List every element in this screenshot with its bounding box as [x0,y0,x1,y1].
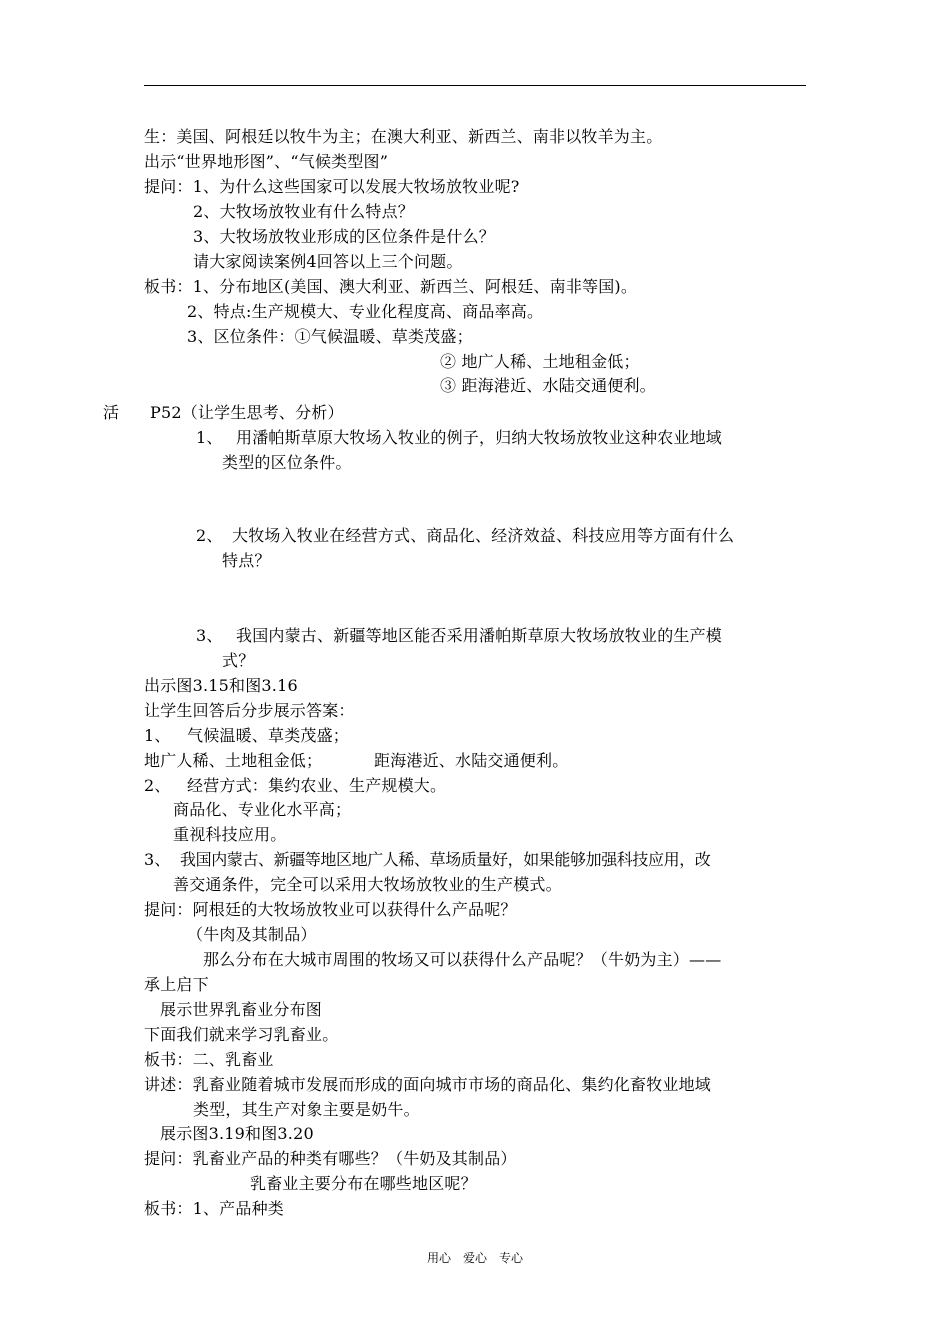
text-line: 请大家阅读案例4回答以上三个问题。 [193,252,463,271]
text-line: 2、大牧场放牧业有什么特点？ [193,202,414,221]
text-line: 提问：乳畜业产品的种类有哪些？（牛奶及其制品） [144,1149,517,1168]
text-line: 商品化、专业化水平高； [173,800,352,819]
text-line: 展示世界乳畜业分布图 [160,1000,323,1019]
text-line: 生：美国、阿根廷以牧牛为主；在澳大利亚、新西兰、南非以牧羊为主。 [144,127,663,146]
list-number: 3、 [196,626,223,645]
text-line: 善交通条件，完全可以采用大牧场放牧业的生产模式。 [173,875,562,894]
text-line: 提问：1、为什么这些国家可以发展大牧场放牧业呢? [144,177,520,196]
text-line: ③ 距海港近、水陆交通便利。 [440,376,656,395]
text-line: 地广人稀、土地租金低； [144,751,323,770]
text-line: 气候温暖、草类茂盛； [187,726,350,745]
text-line: 展示图3.19和图3.20 [160,1124,314,1143]
text-line: 3、区位条件：①气候温暖、草类茂盛； [187,327,473,346]
list-number: 3、 [144,850,171,869]
text-line: 类型的区位条件。 [222,453,352,472]
text-line: 2、特点:生产规模大、专业化程度高、商品率高。 [187,302,544,321]
text-line: 活 [103,403,120,422]
text-line: 距海港近、水陆交通便利。 [374,751,569,770]
text-line: 类型，其生产对象主要是奶牛。 [193,1100,420,1119]
text-line: 经营方式：集约农业、生产规模大。 [187,776,447,795]
list-number: 2、 [196,526,223,545]
text-line: P52（让学生思考、分析） [150,403,344,422]
list-number: 2、 [144,776,171,795]
text-line: 下面我们就来学习乳畜业。 [144,1025,339,1044]
page-footer: 用心 爱心 专心 [426,1251,523,1265]
text-line: 特点？ [222,551,271,570]
text-line: 出示“世界地形图”、“气候类型图” [144,152,389,171]
text-line: 3、大牧场放牧业形成的区位条件是什么？ [193,227,495,246]
text-line: （牛肉及其制品） [187,925,317,944]
list-number: 1、 [144,726,171,745]
text-line: 式？ [222,651,255,670]
list-number: 1、 [196,428,223,447]
text-line: 让学生回答后分步展示答案： [144,701,355,720]
text-line: 出示图3.15和图3.16 [144,676,298,695]
text-line: ② 地广人稀、土地租金低； [440,352,640,371]
text-line: 那么分布在大城市周围的牧场又可以获得什么产品呢？（牛奶为主）—— [203,950,722,969]
text-line: 用潘帕斯草原大牧场入牧业的例子，归纳大牧场放牧业这种农业地域 [236,428,723,447]
text-line: 我国内蒙古、新疆等地区能否采用潘帕斯草原大牧场放牧业的生产模 [236,626,723,645]
text-line: 提问：阿根廷的大牧场放牧业可以获得什么产品呢？ [144,900,517,919]
header-rule [144,85,806,86]
text-line: 乳畜业主要分布在哪些地区呢？ [250,1174,477,1193]
text-line: 我国内蒙古、新疆等地区地广人稀、草场质量好，如果能够加强科技应用，改 [180,850,711,869]
text-line: 板书：二、乳畜业 [144,1050,274,1069]
text-line: 讲述：乳畜业随着城市发展而形成的面向城市市场的商品化、集约化畜牧业地域 [144,1075,712,1094]
text-line: 大牧场入牧业在经营方式、商品化、经济效益、科技应用等方面有什么 [232,526,735,545]
text-line: 板书：1、分布地区(美国、澳大利亚、新西兰、阿根廷、南非等国)。 [144,277,638,296]
text-line: 板书：1、产品种类 [144,1199,284,1218]
text-line: 重视科技应用。 [173,825,287,844]
text-line: 承上启下 [144,975,209,994]
